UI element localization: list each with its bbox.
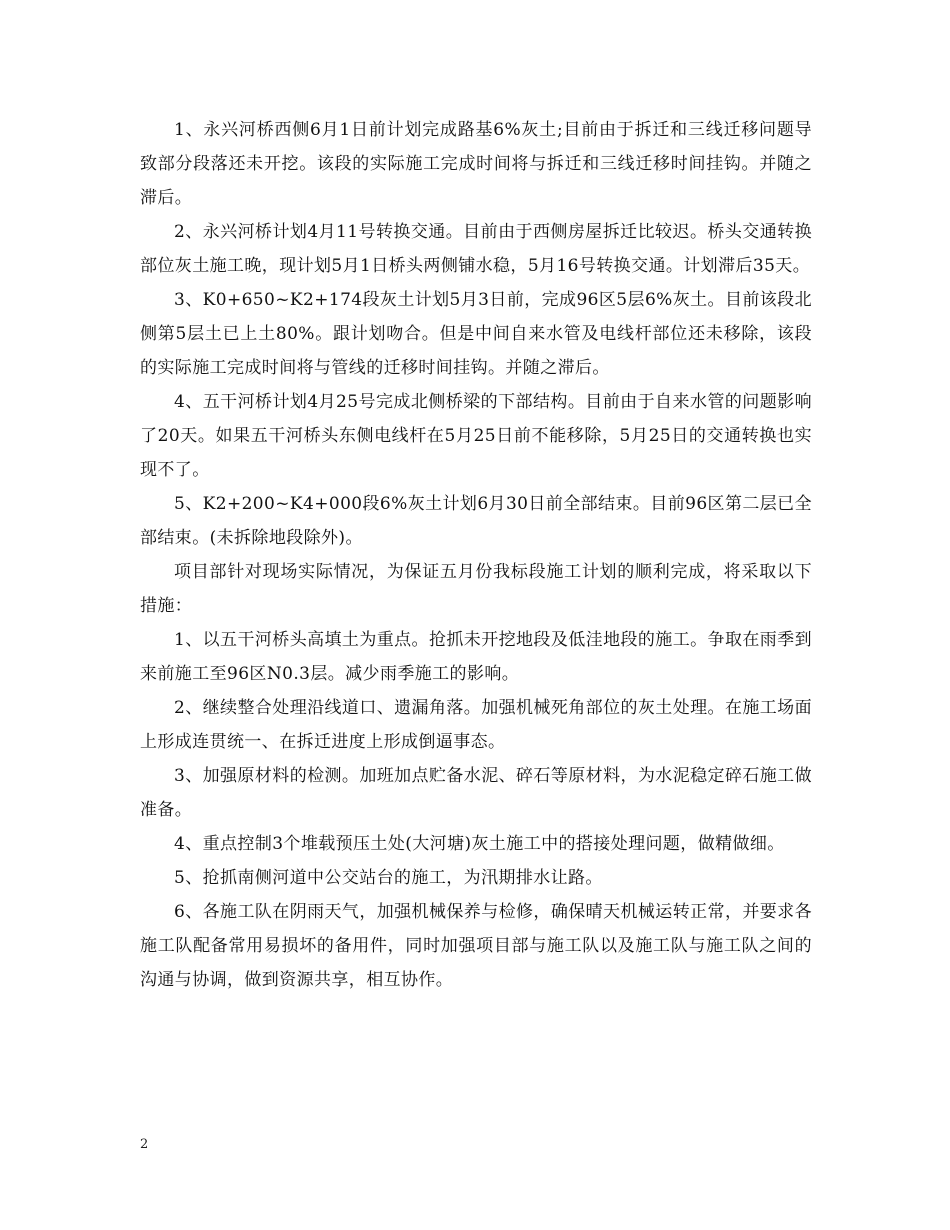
paragraph-3: 3、K0+650~K2+174段灰土计划5月3日前，完成96区5层6%灰土。目前该段北侧第5层土已上土80%。跟计划吻合。但是中间自来水管及电线杆部位还未移除，该段的实际施工完成时间将与管线的迁移时间挂钩。并随之滞后。 xyxy=(140,290,812,378)
measure-1-paragraph: 1、以五干河桥头高填土为重点。抢抓未开挖地段及低洼地段的施工。争取在雨季到来前施工至96区N0.3层。减少雨季施工的影响。 xyxy=(140,630,812,684)
measure-3-paragraph: 3、加强原材料的检测。加班加点贮备水泥、碎石等原材料，为水泥稳定碎石施工做准备。 xyxy=(140,766,812,820)
paragraph-5: 5、K2+200~K4+000段6%灰土计划6月30日前全部结束。目前96区第二层已全部结束。(未拆除地段除外)。 xyxy=(140,494,812,548)
paragraph-1: 1、永兴河桥西侧6月1日前计划完成路基6%灰土;目前由于拆迁和三线迁移问题导致部分段落还未开挖。该段的实际施工完成时间将与拆迁和三线迁移时间挂钩。并随之滞后。 xyxy=(140,120,812,208)
paragraph-2: 2、永兴河桥计划4月11号转换交通。目前由于西侧房屋拆迁比较迟。桥头交通转换部位灰土施工晚，现计划5月1日桥头两侧铺水稳，5月16号转换交通。计划滞后35天。 xyxy=(140,222,812,276)
measure-4-paragraph: 4、重点控制3个堆载预压土处(大河塘)灰土施工中的搭接处理问题，做精做细。 xyxy=(174,834,785,854)
paragraph-4: 4、五干河桥计划4月25号完成北侧桥梁的下部结构。目前由于自来水管的问题影响了20天。如果五干河桥头东侧电线杆在5月25日前不能移除，5月25日的交通转换也实现不了。 xyxy=(140,392,812,480)
measures-intro-paragraph: 项目部针对现场实际情况，为保证五月份我标段施工计划的顺利完成，将采取以下措施： xyxy=(140,562,812,616)
page-number: 2 xyxy=(140,1137,149,1152)
measure-5-paragraph: 5、抢抓南侧河道中公交站台的施工，为汛期排水让路。 xyxy=(174,868,603,888)
measure-2-paragraph: 2、继续整合处理沿线道口、遗漏角落。加强机械死角部位的灰土处理。在施工场面上形成连贯统一、在拆迁进度上形成倒逼事态。 xyxy=(140,698,812,752)
measure-6-paragraph: 6、各施工队在阴雨天气，加强机械保养与检修，确保晴天机械运转正常，并要求各施工队配备常用易损坏的备用件，同时加强项目部与施工队以及施工队与施工队之间的沟通与协调，做到资源共享，相互协作。 xyxy=(140,902,812,990)
document-body xyxy=(140,113,812,997)
